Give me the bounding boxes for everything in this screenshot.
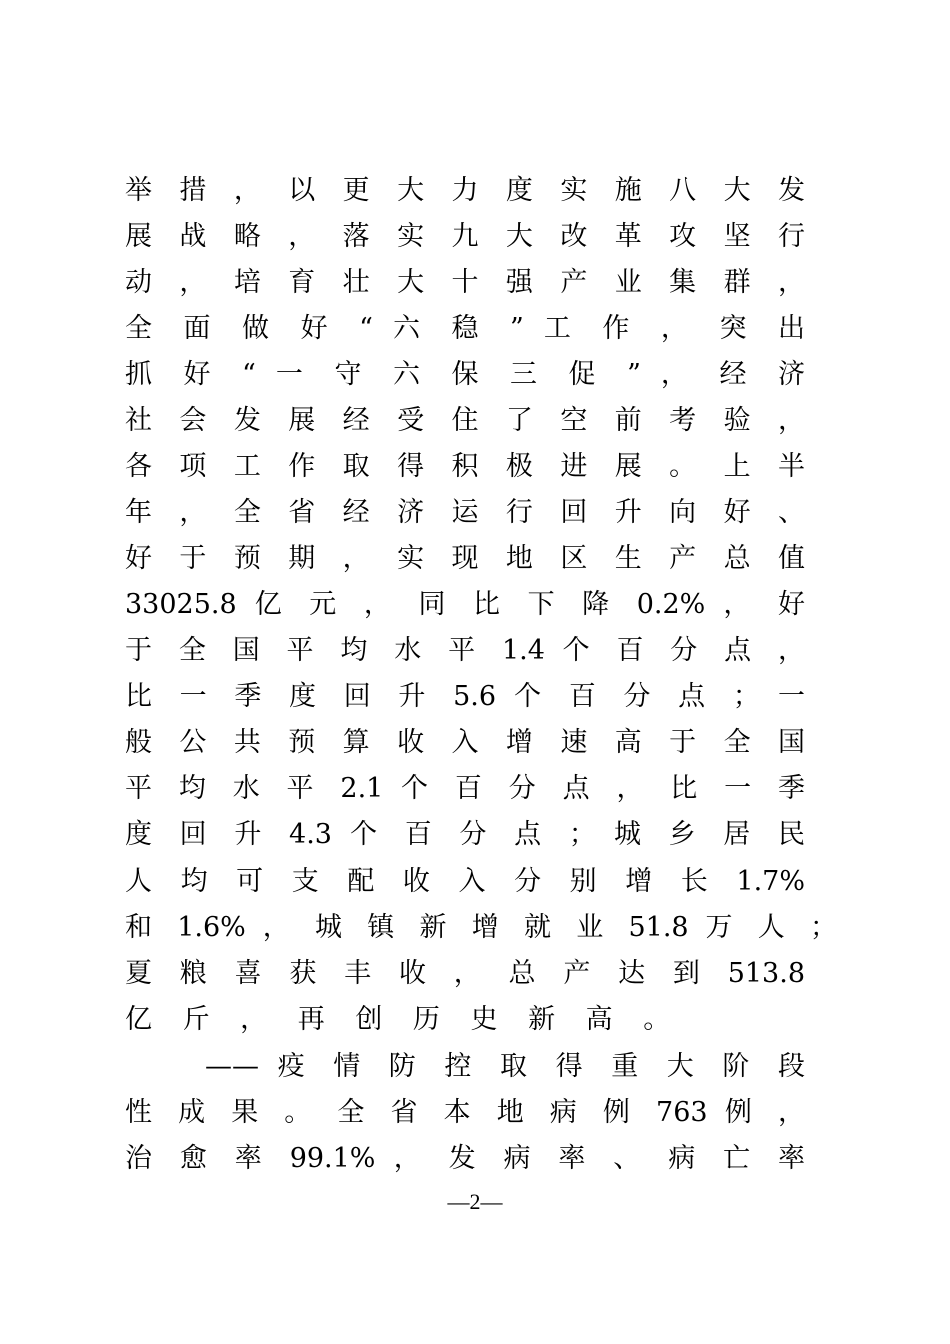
- text-line: 好 于 预 期 ， 实 现 地 区 生 产 总 值: [125, 543, 805, 574]
- text-line: 夏 粮 喜 获 丰 收 ， 总 产 达 到 513.8: [125, 958, 805, 989]
- text-line: 治 愈 率 99.1% ， 发 病 率 、 病 亡 率: [125, 1143, 805, 1174]
- text-line: 年 ， 全 省 经 济 运 行 回 升 向 好 、: [125, 497, 805, 528]
- text-line: 各 项 工 作 取 得 积 极 进 展 。 上 半: [125, 451, 805, 482]
- section-heading-line: —— 疫 情 防 控 取 得 重 大 阶 段: [205, 1051, 805, 1082]
- text-line: 社 会 发 展 经 受 住 了 空 前 考 验 ，: [125, 405, 805, 436]
- text-line: 般 公 共 预 算 收 入 增 速 高 于 全 国: [125, 727, 805, 758]
- text-line: 亿 斤 ， 再 创 历 史 新 高 。: [125, 1004, 671, 1035]
- text-line: 抓 好 “ 一 守 六 保 三 促 ” ， 经 济: [125, 359, 805, 390]
- text-line: 举 措 ， 以 更 大 力 度 实 施 八 大 发: [125, 175, 805, 206]
- text-line: 度 回 升 4.3 个 百 分 点 ； 城 乡 居 民: [125, 819, 805, 850]
- page-number: —2—: [447, 1189, 503, 1214]
- text-line: 平 均 水 平 2.1 个 百 分 点 ， 比 一 季: [125, 773, 805, 804]
- text-line: 性 成 果 。 全 省 本 地 病 例 763 例 ，: [125, 1097, 805, 1128]
- text-line: 人 均 可 支 配 收 入 分 别 增 长 1.7%: [125, 866, 805, 897]
- text-line: 33025.8 亿 元 ， 同 比 下 降 0.2% ， 好: [125, 589, 805, 620]
- text-line: 和 1.6% ， 城 镇 新 增 就 业 51.8 万 人 ；: [125, 912, 837, 943]
- text-line: 全 面 做 好 “ 六 稳 ” 工 作 ， 突 出: [125, 313, 805, 344]
- text-line: 比 一 季 度 回 升 5.6 个 百 分 点 ； 一: [125, 681, 805, 712]
- text-line: 于 全 国 平 均 水 平 1.4 个 百 分 点 ，: [125, 635, 805, 666]
- text-line: 动 ， 培 育 壮 大 十 强 产 业 集 群 ，: [125, 267, 805, 298]
- text-line: 展 战 略 ， 落 实 九 大 改 革 攻 坚 行: [125, 221, 805, 252]
